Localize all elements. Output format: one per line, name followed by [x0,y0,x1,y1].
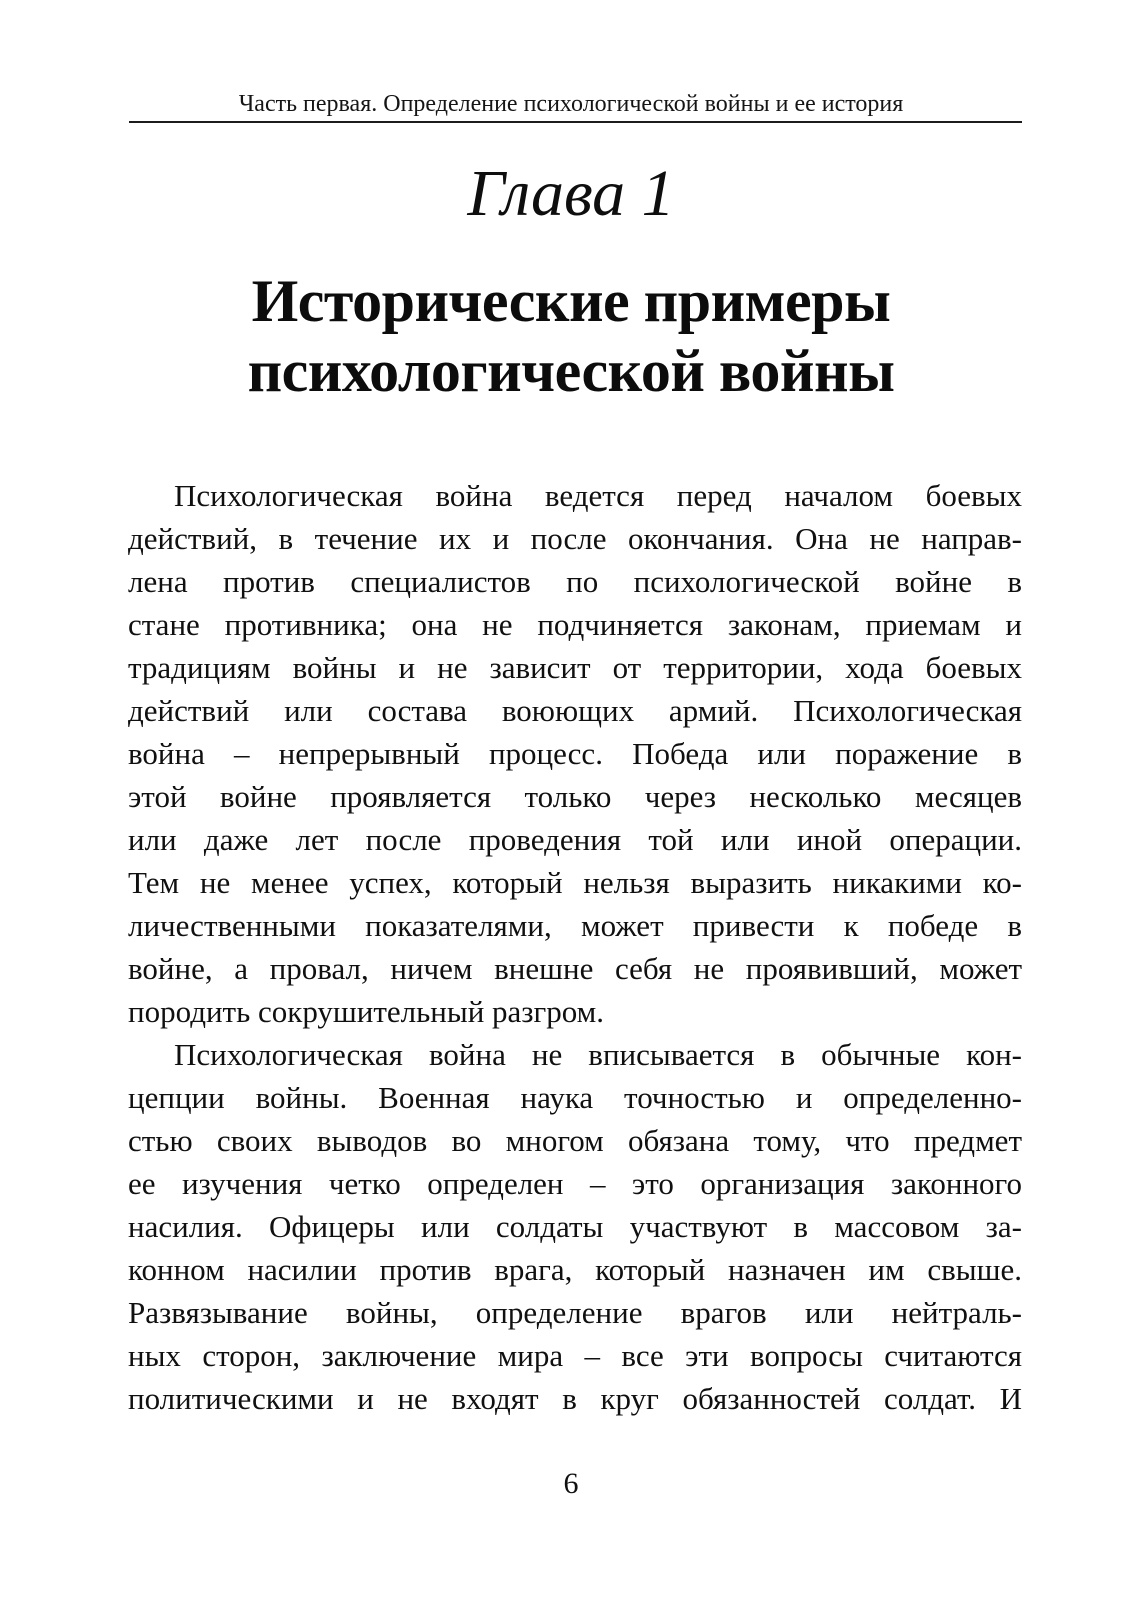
text-line: этой войне проявляется только через несколько месяцев [128,779,1022,814]
text-line: цепции войны. Военная наука точностью и определенно- [128,1080,1022,1115]
text-line: стью своих выводов во многом обязана тому, что предмет [128,1123,1022,1158]
chapter-title [0,266,1142,406]
text-line: насилия. Офицеры или солдаты участвуют в массовом за- [128,1209,1022,1244]
chapter-number: Глава 1 [467,157,675,230]
text-line: ее изучения четко определен – это организация законного [128,1166,1022,1201]
body-text [128,474,1022,1420]
text-line: лена против специалистов по психологической войне в [128,564,1022,599]
text-line: Тем не менее успех, который нельзя выразить никакими ко- [128,865,1022,900]
text-line: Развязывание войны, определение врагов или нейтраль- [128,1295,1022,1330]
text-line: традициям войны и не зависит от территории, хода боевых [128,650,1022,685]
text-line: действий, в течение их и после окончания. Она не направ- [128,521,1022,556]
chapter-title-line-2: психологической войны [247,338,895,404]
text-line: войне, а провал, ничем внешне себя не проявивший, может [128,951,1022,986]
text-line: Психологическая война ведется перед началом боевых [174,478,1022,513]
header-rule [129,121,1022,123]
text-line: стане противника; она не подчиняется законам, приемам и [128,607,1022,642]
text-line: породить сокрушительный разгром. [128,994,605,1029]
text-line: личественными показателями, может привести к победе в [128,908,1022,943]
text-line: конном насилии против врага, который назначен им свыше. [128,1252,1022,1287]
text-line: или даже лет после проведения той или иной операции. [128,822,1022,857]
text-line: политическими и не входят в круг обязанностей солдат. И [128,1381,1022,1416]
paragraph-1 [128,474,1022,1033]
running-header: Часть первая. Определение психологической войны и ее история [238,91,904,117]
text-line: ных сторон, заключение мира – все эти вопросы считаются [128,1338,1022,1373]
paragraph-2 [128,1033,1022,1420]
text-line: война – непрерывный процесс. Победа или поражение в [128,736,1022,771]
page-number: 6 [563,1467,579,1500]
chapter-title-line-1: Исторические примеры [251,268,891,334]
text-line: действий или состава воюющих армий. Психологическая [128,693,1022,728]
text-line: Психологическая война не вписывается в обычные кон- [174,1037,1022,1072]
